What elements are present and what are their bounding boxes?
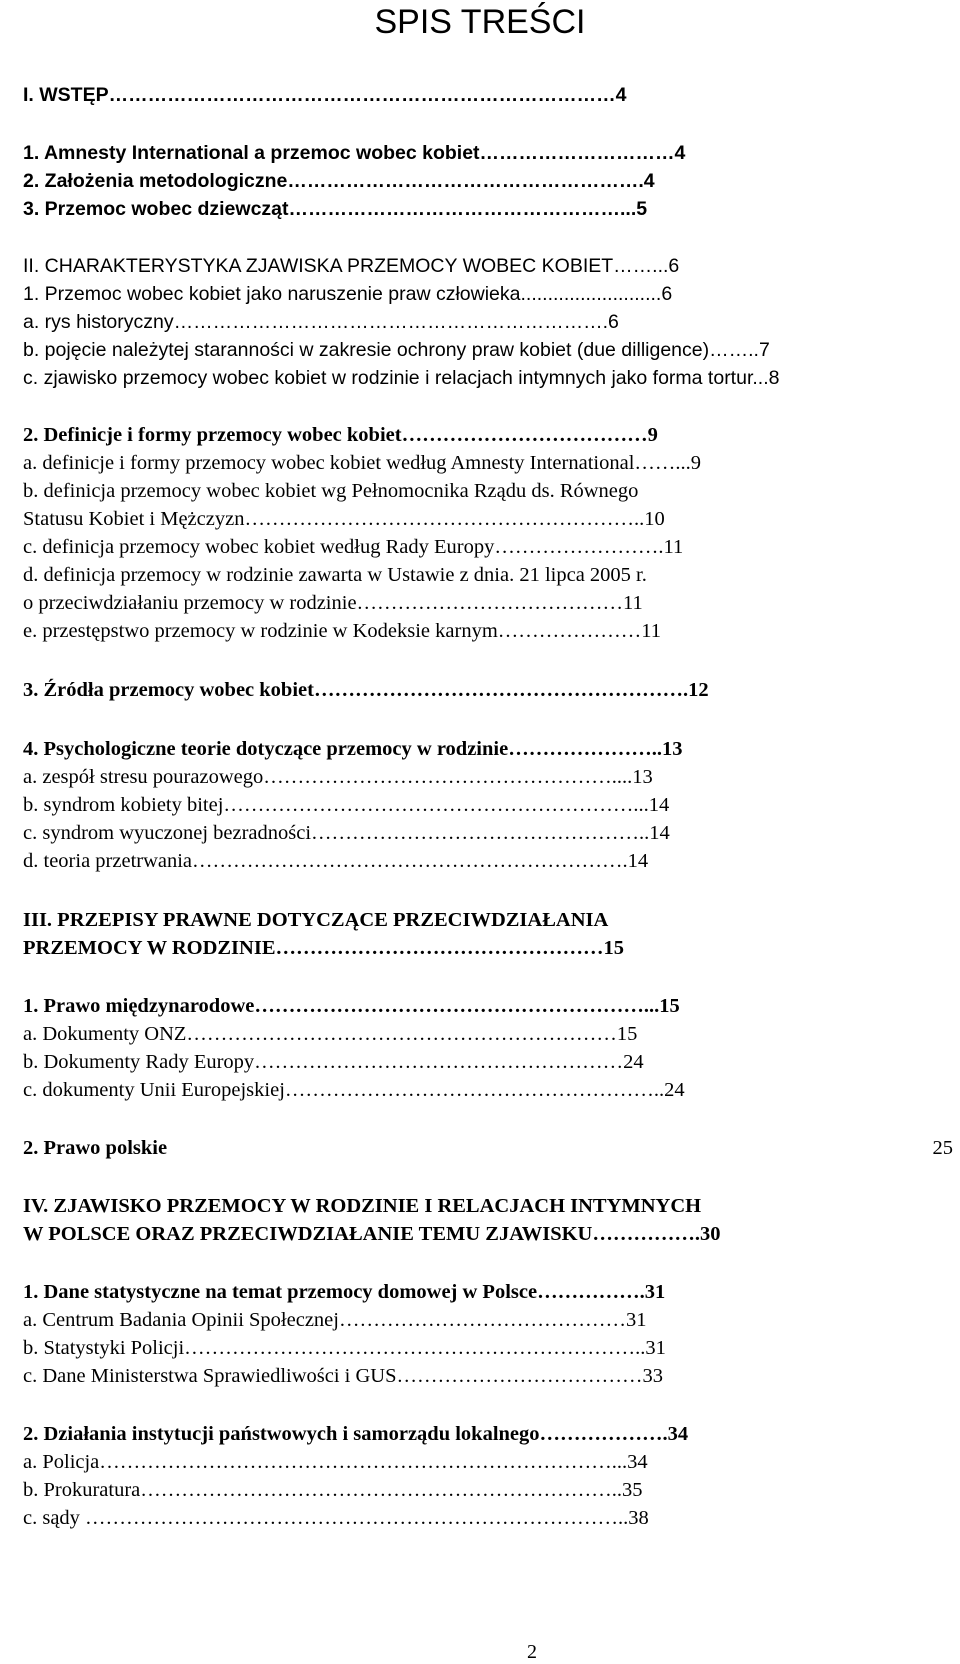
toc-entry bbox=[23, 763, 953, 791]
toc-entry bbox=[23, 477, 953, 505]
toc-entry bbox=[23, 847, 953, 875]
toc-entry bbox=[23, 252, 953, 280]
toc-entry-text: III. PRZEPISY PRAWNE DOTYCZĄCE PRZECIWDZIAŁANIA bbox=[23, 909, 609, 931]
toc-entry bbox=[23, 1220, 953, 1248]
toc-entry bbox=[23, 364, 953, 392]
toc-entry bbox=[23, 195, 953, 223]
toc-entry bbox=[23, 1420, 953, 1448]
toc-entry bbox=[23, 1476, 953, 1504]
toc-entry bbox=[23, 617, 953, 645]
toc-entry-text: 2. Założenia metodologiczne……………………………………………….4 bbox=[23, 170, 655, 192]
toc-entry bbox=[23, 992, 953, 1020]
toc-entry-text: b. pojęcie należytej staranności w zakresie ochrony praw kobiet (due dilligence)……..7 bbox=[23, 339, 770, 361]
toc-entry bbox=[23, 1278, 953, 1306]
toc-entry bbox=[23, 561, 953, 589]
toc-entry bbox=[23, 735, 953, 763]
toc-entry bbox=[23, 280, 953, 308]
toc-entry-page: 25 bbox=[932, 1137, 953, 1159]
toc-entry-text: 1. Przemoc wobec kobiet jako naruszenie praw człowieka..........................6 bbox=[23, 283, 673, 305]
toc-entry-text: b. definicja przemocy wobec kobiet wg Pełnomocnika Rządu ds. Równego bbox=[23, 480, 639, 502]
toc-entry-text: W POLSCE ORAZ PRZECIWDZIAŁANIE TEMU ZJAWISKU…………….30 bbox=[23, 1223, 721, 1245]
toc-entry bbox=[23, 1134, 953, 1162]
page-number: 2 bbox=[527, 1641, 537, 1663]
toc-entry bbox=[23, 1448, 953, 1476]
toc-entry-text: c. dokumenty Unii Europejskiej………………………………………………..24 bbox=[23, 1079, 685, 1101]
toc-entry bbox=[23, 449, 953, 477]
toc-entry-text: a. zespół stresu pourazowego……………………………………………....13 bbox=[23, 766, 653, 788]
toc-entry-text: I. WSTĘP……………………………………………………………………4 bbox=[23, 84, 627, 106]
toc-entry bbox=[23, 1362, 953, 1390]
toc-entry bbox=[23, 421, 953, 449]
toc-entry-text: 3. Przemoc wobec dziewcząt……………………………………………...5 bbox=[23, 198, 648, 220]
toc-entry bbox=[23, 1076, 953, 1104]
toc-entry bbox=[23, 589, 953, 617]
toc-entry bbox=[23, 505, 953, 533]
toc-entry-text: Statusu Kobiet i Mężczyzn…………………………………………………..10 bbox=[23, 508, 665, 530]
toc-entry bbox=[23, 1306, 953, 1334]
toc-entry bbox=[23, 81, 953, 109]
toc-entry-text: 2. Prawo polskie bbox=[23, 1137, 168, 1159]
toc-entry-text: b. Dokumenty Rady Europy………………………………………………24 bbox=[23, 1051, 644, 1073]
toc-entry bbox=[23, 336, 953, 364]
toc-entry-text: c. definicja przemocy wobec kobiet według Rady Europy…………………….11 bbox=[23, 536, 684, 558]
toc-entry-text: 3. Źródła przemocy wobec kobiet……………………………………………….12 bbox=[23, 679, 709, 701]
toc-entry bbox=[23, 1334, 953, 1362]
toc-entry-text: 1. Amnesty International a przemoc wobec kobiet…………………………4 bbox=[23, 142, 686, 164]
toc-entry bbox=[23, 533, 953, 561]
toc-entry-text: c. zjawisko przemocy wobec kobiet w rodzinie i relacjach intymnych jako forma tortur...8 bbox=[23, 367, 780, 389]
toc-entry-text: a. definicje i formy przemocy wobec kobiet według Amnesty International……...9 bbox=[23, 452, 702, 474]
toc-entry-text: 1. Prawo międzynarodowe…………………………………………………...15 bbox=[23, 995, 680, 1017]
toc-entry-text: d. teoria przetrwania……………………………………………………….14 bbox=[23, 850, 649, 872]
toc-entry-text: 1. Dane statystyczne na temat przemocy domowej w Polsce…………….31 bbox=[23, 1281, 666, 1303]
toc-entry bbox=[23, 791, 953, 819]
toc-entry-text: b. Statystyki Policji…………………………………………………………..31 bbox=[23, 1337, 666, 1359]
toc-entry-text: c. syndrom wyuczonej bezradności…………………………………………..14 bbox=[23, 822, 670, 844]
toc-entry bbox=[23, 167, 953, 195]
toc-entry bbox=[23, 1048, 953, 1076]
toc-entry-text: a. Policja…………………………………………………………………...34 bbox=[23, 1451, 648, 1473]
toc-entry bbox=[23, 1192, 953, 1220]
page-title: SPIS TREŚCI bbox=[374, 3, 586, 41]
toc-entry-text: IV. ZJAWISKO PRZEMOCY W RODZINIE I RELACJACH INTYMNYCH bbox=[23, 1195, 702, 1217]
toc-entry-text: 2. Działania instytucji państwowych i samorządu lokalnego……………….34 bbox=[23, 1423, 689, 1445]
toc-entry-text: II. CHARAKTERYSTYKA ZJAWISKA PRZEMOCY WOBEC KOBIET……...6 bbox=[23, 255, 680, 277]
toc-entry-text: c. Dane Ministerstwa Sprawiedliwości i GUS………………………………33 bbox=[23, 1365, 663, 1387]
toc-entry-text: a. Centrum Badania Opinii Społecznej……………………………………31 bbox=[23, 1309, 647, 1331]
toc-entry-text: c. sądy ……………………………………………………………………..38 bbox=[23, 1507, 649, 1529]
toc-entry-text: 2. Definicje i formy przemocy wobec kobiet………………………………9 bbox=[23, 424, 658, 446]
toc-entry bbox=[23, 1020, 953, 1048]
toc-entry-text: 4. Psychologiczne teorie dotyczące przemocy w rodzinie…………………..13 bbox=[23, 738, 683, 760]
toc-entry-text: a. rys historyczny………………………………………………………….6 bbox=[23, 311, 619, 333]
toc-entry bbox=[23, 906, 953, 934]
toc-entry bbox=[23, 819, 953, 847]
toc-entry bbox=[23, 934, 953, 962]
toc-entry bbox=[23, 1504, 953, 1532]
toc-entry-text: PRZEMOCY W RODZINIE…………………………………………15 bbox=[23, 937, 624, 959]
toc-entry-text: b. Prokuratura……………………………………………………………..35 bbox=[23, 1479, 643, 1501]
toc-entry-text: o przeciwdziałaniu przemocy w rodzinie…………………………………11 bbox=[23, 592, 643, 614]
toc-entry bbox=[23, 676, 953, 704]
toc-entry-text: a. Dokumenty ONZ………………………………………………………15 bbox=[23, 1023, 638, 1045]
toc-entry-text: d. definicja przemocy w rodzinie zawarta w Ustawie z dnia. 21 lipca 2005 r. bbox=[23, 564, 647, 586]
toc-entry-text: b. syndrom kobiety bitej……………………………………………………...14 bbox=[23, 794, 670, 816]
toc-entry-text: e. przestępstwo przemocy w rodzinie w Kodeksie karnym…………………11 bbox=[23, 620, 662, 642]
toc-entry bbox=[23, 139, 953, 167]
toc-entry bbox=[23, 308, 953, 336]
